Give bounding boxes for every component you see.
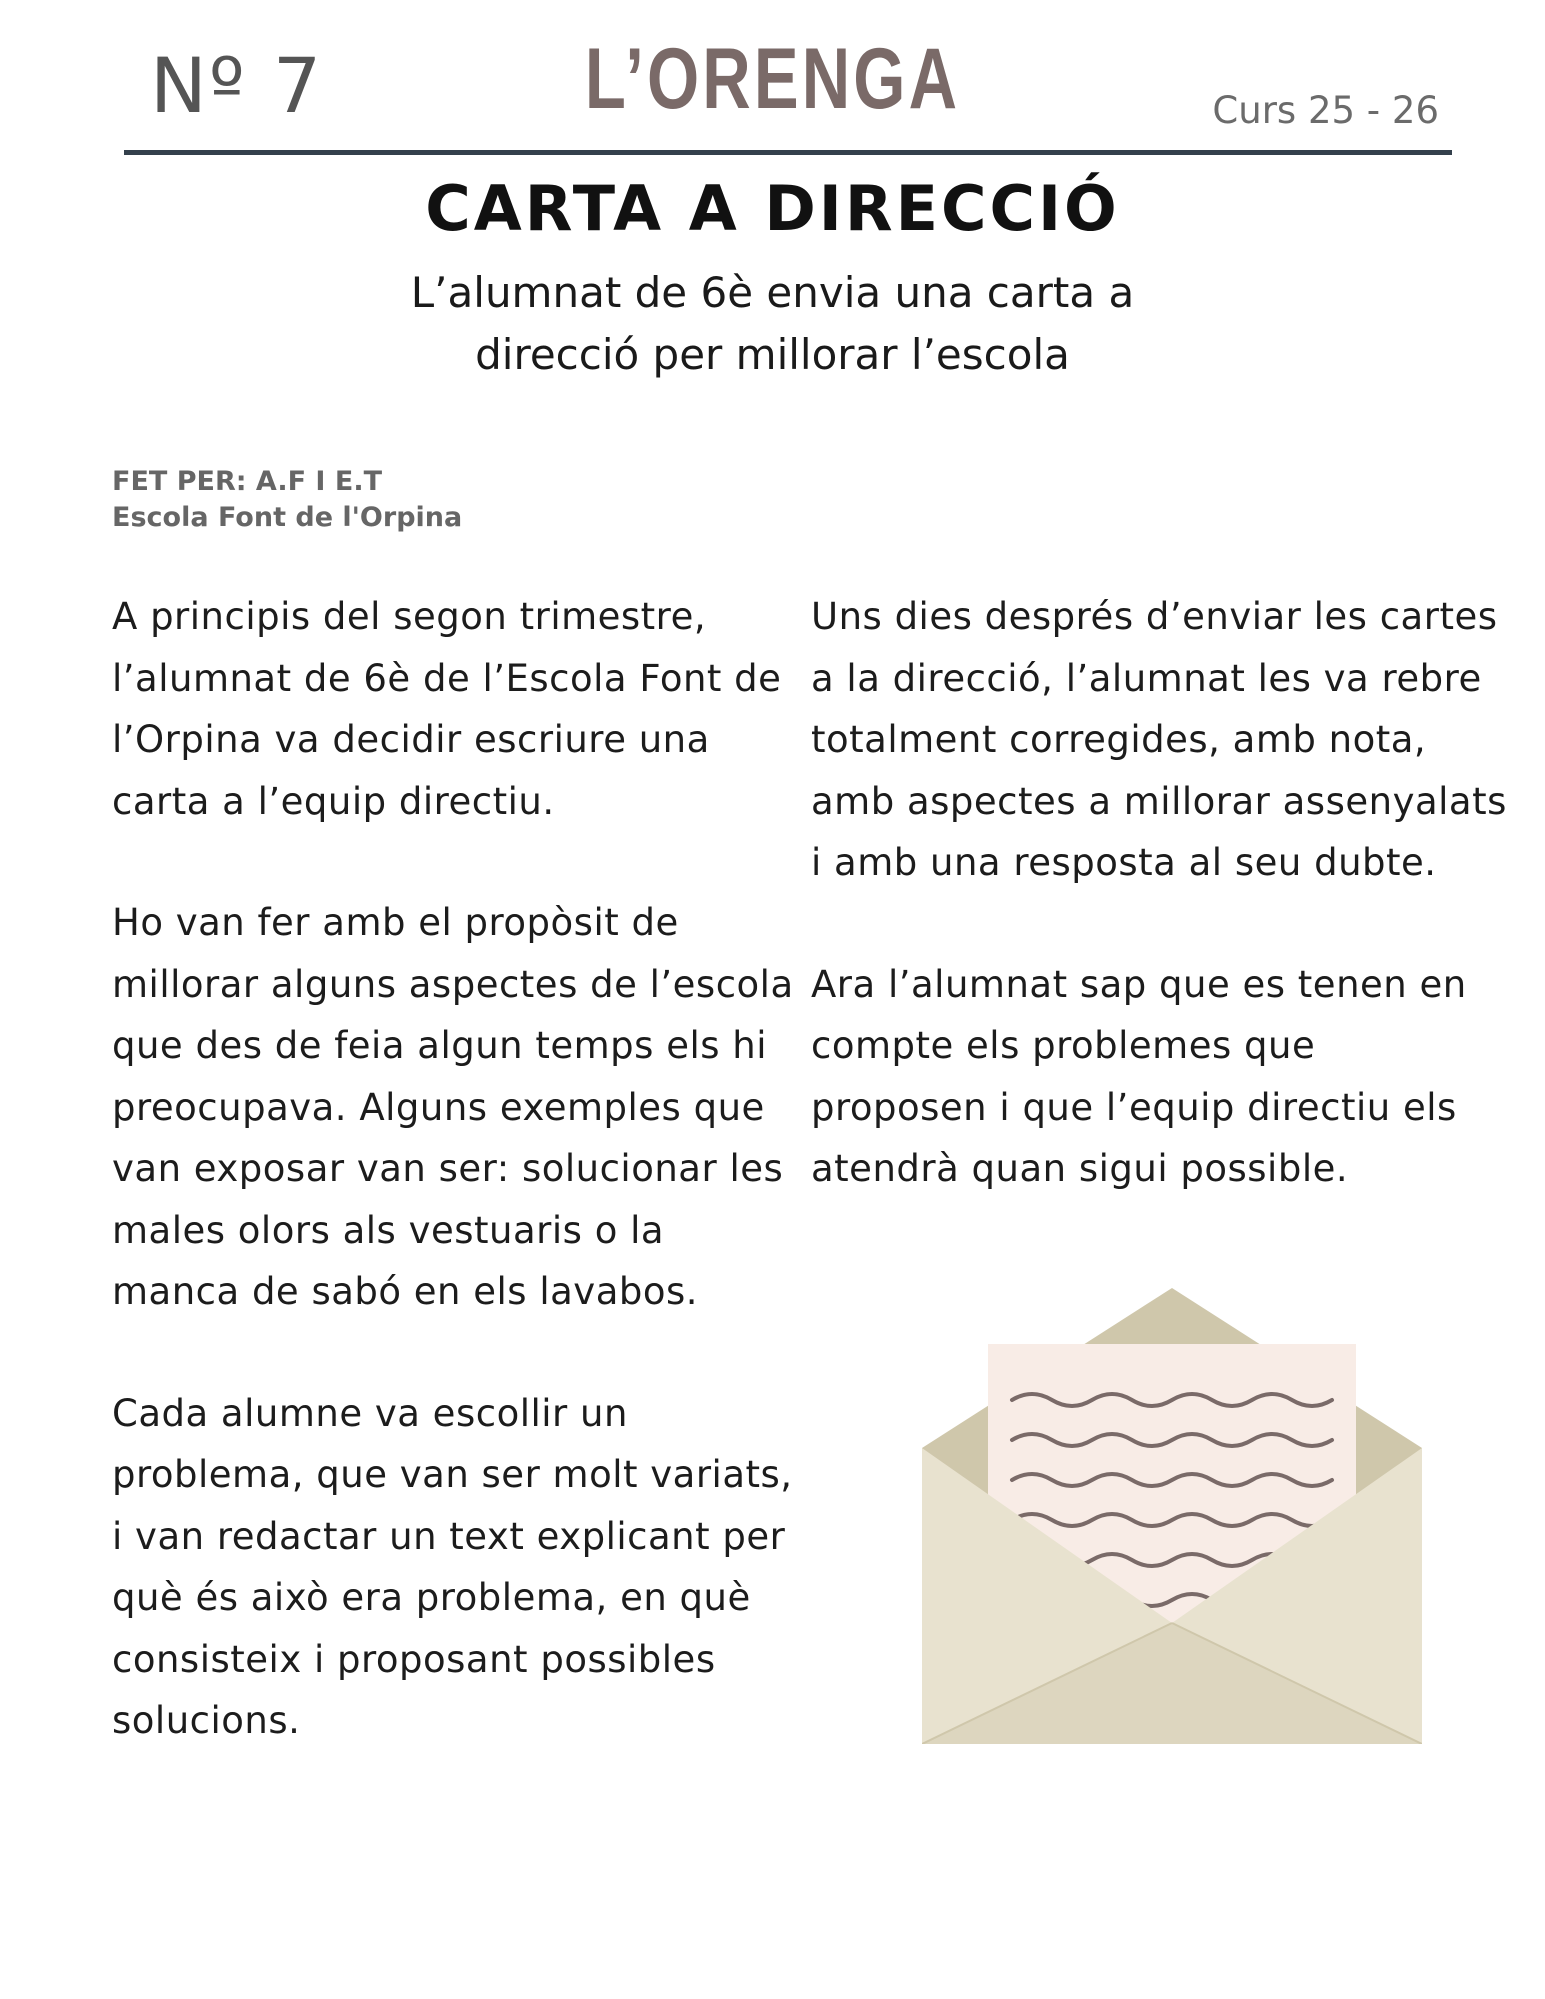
text-line: i van redactar un text explicant per [112,1514,786,1558]
text-line: A principis del segon trimestre, [112,595,707,638]
text-line: totalment corregides, amb nota, [811,718,1427,761]
article-credits [112,464,462,536]
text-line: que des de feia algun temps els hi [112,1024,768,1067]
newspaper-title: L’ORENGA [584,31,961,127]
text-line: atendrà quan sigui possible. [811,1147,1349,1190]
paragraph [112,586,802,832]
text-line: preocupava. Alguns exemples que [112,1085,765,1129]
subtitle-line: L’alumnat de 6è envia una carta a [410,268,1135,317]
right-column [811,586,1511,1200]
article-headline: CARTA A DIRECCIÓ [425,172,1120,245]
text-line: què és això era problema, en què [112,1576,751,1619]
text-line: l’alumnat de 6è de l’Escola Font de [112,656,782,700]
text-line: males olors als vestuaris o la [112,1208,665,1252]
text-line: l’Orpina va decidir escriure una [112,718,710,761]
course-label: Curs 25 - 26 [1212,89,1439,132]
issue-number: Nº 7 [150,41,324,130]
text-line: Ho van fer amb el propòsit de [112,901,679,944]
text-line: i amb una resposta al seu dubte. [811,841,1437,884]
text-line: consisteix i proposant possibles [112,1637,716,1681]
text-line: problema, que van ser molt variats, [112,1453,793,1496]
envelope-letter-icon [922,1288,1422,1744]
school-name: Escola Font de l'Orpina [112,502,463,533]
text-line: manca de sabó en els lavabos. [112,1270,699,1313]
paragraph [811,586,1511,894]
byline: FET PER: A.F I E.T [112,466,382,497]
text-line: solucions. [112,1699,301,1742]
text-line: van exposar van ser: solucionar les [112,1147,784,1190]
header-divider [124,150,1452,155]
text-line: proposen i que l’equip directiu els [811,1085,1457,1129]
text-line: carta a l’equip directiu. [112,779,555,823]
text-line: amb aspectes a millorar assenyalats [811,779,1507,823]
text-line: Uns dies després d’enviar les cartes [811,595,1498,638]
text-line: a la direcció, l’alumnat les va rebre [811,656,1482,700]
text-line: millorar alguns aspectes de l’escola [112,962,794,1006]
paragraph [811,954,1511,1200]
text-line: compte els problemes que [811,1024,1316,1067]
paragraph [112,1383,802,1752]
paragraph [112,892,802,1323]
text-line: Cada alumne va escollir un [112,1391,628,1435]
text-line: Ara l’alumnat sap que es tenen en [811,962,1467,1006]
article-subtitle [0,262,1545,386]
subtitle-line: direcció per millorar l’escola [475,330,1070,379]
left-column [112,586,802,1752]
